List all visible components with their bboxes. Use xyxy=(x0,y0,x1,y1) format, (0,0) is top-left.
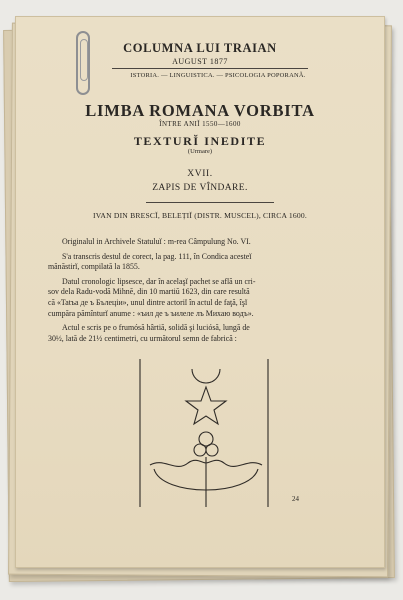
text-line: S'a transcris destul de corect, la pag. 111, în Condica acesteĭ xyxy=(62,251,252,261)
watermark-circle xyxy=(206,444,218,456)
text-line: Originalul in Archivele Statuluĭ : m-rea Câmpulung No. VI. xyxy=(62,237,251,246)
paragraph xyxy=(48,237,348,248)
section-number: XVII. xyxy=(187,169,213,179)
text-line: sov dela Radu-vodă Mihnĕ, din 10 martiŭ 1623, din care resultă xyxy=(48,287,250,297)
text-line: Datul cronologic lipsesce, dar în acelaşĭ pachet se află un cri- xyxy=(62,276,256,286)
section-rule xyxy=(146,202,274,203)
article-subtitle: TEXTURĬ INEDITE xyxy=(133,134,267,148)
document-page xyxy=(15,16,385,568)
text-line: Actul e scris pe o frumósă hârtiă, solidă şi luciósă, lungă de xyxy=(62,323,250,333)
crescent-icon xyxy=(192,369,220,383)
section-byline: IVAN DIN BRESCĬ, BELEȚIĬ (DISTR. MUSCEL), CIRCA 1600. xyxy=(92,211,308,220)
article-body xyxy=(48,237,348,348)
journal-title: COLUMNA LUI TRAIAN xyxy=(123,41,277,55)
page-number: 24 xyxy=(292,495,299,503)
paragraph xyxy=(48,252,348,273)
paragraph xyxy=(48,277,348,319)
paragraph xyxy=(48,323,348,344)
header-rule xyxy=(112,68,308,69)
text-line: că «Tatъa де ъ Бълецiи», unul dintre actoriĭ în actul de faţă, îşĭ xyxy=(48,297,248,307)
section-heading: ZAPIS DE VÎNDARE. xyxy=(152,183,248,193)
article-years: ÎNTRE ANIĬ 1550—1600 xyxy=(159,120,241,128)
journal-date: AUGUST 1877 xyxy=(172,57,228,66)
star-icon xyxy=(186,387,226,424)
watermark-circle xyxy=(194,444,206,456)
text-line: cumpăra pămînturĭ anume : «ъил де ъ ъилеле лъ Михаю водъ». xyxy=(48,308,254,318)
article-title: LIMBA ROMANA VORBITA xyxy=(85,101,315,120)
text-line: 30½, lată de 21½ centimetri, cu următorul semn de fabrică : xyxy=(48,333,237,343)
article-continued-note: (Urmare) xyxy=(187,148,213,155)
text-line: mănăstirĭ, compilată la 1855. xyxy=(48,262,140,272)
watermark-illustration xyxy=(136,359,276,509)
journal-sections: ISTORIA. — LINGUISTICA. — PSICOLOGIA POPORANĂ. xyxy=(130,72,306,79)
